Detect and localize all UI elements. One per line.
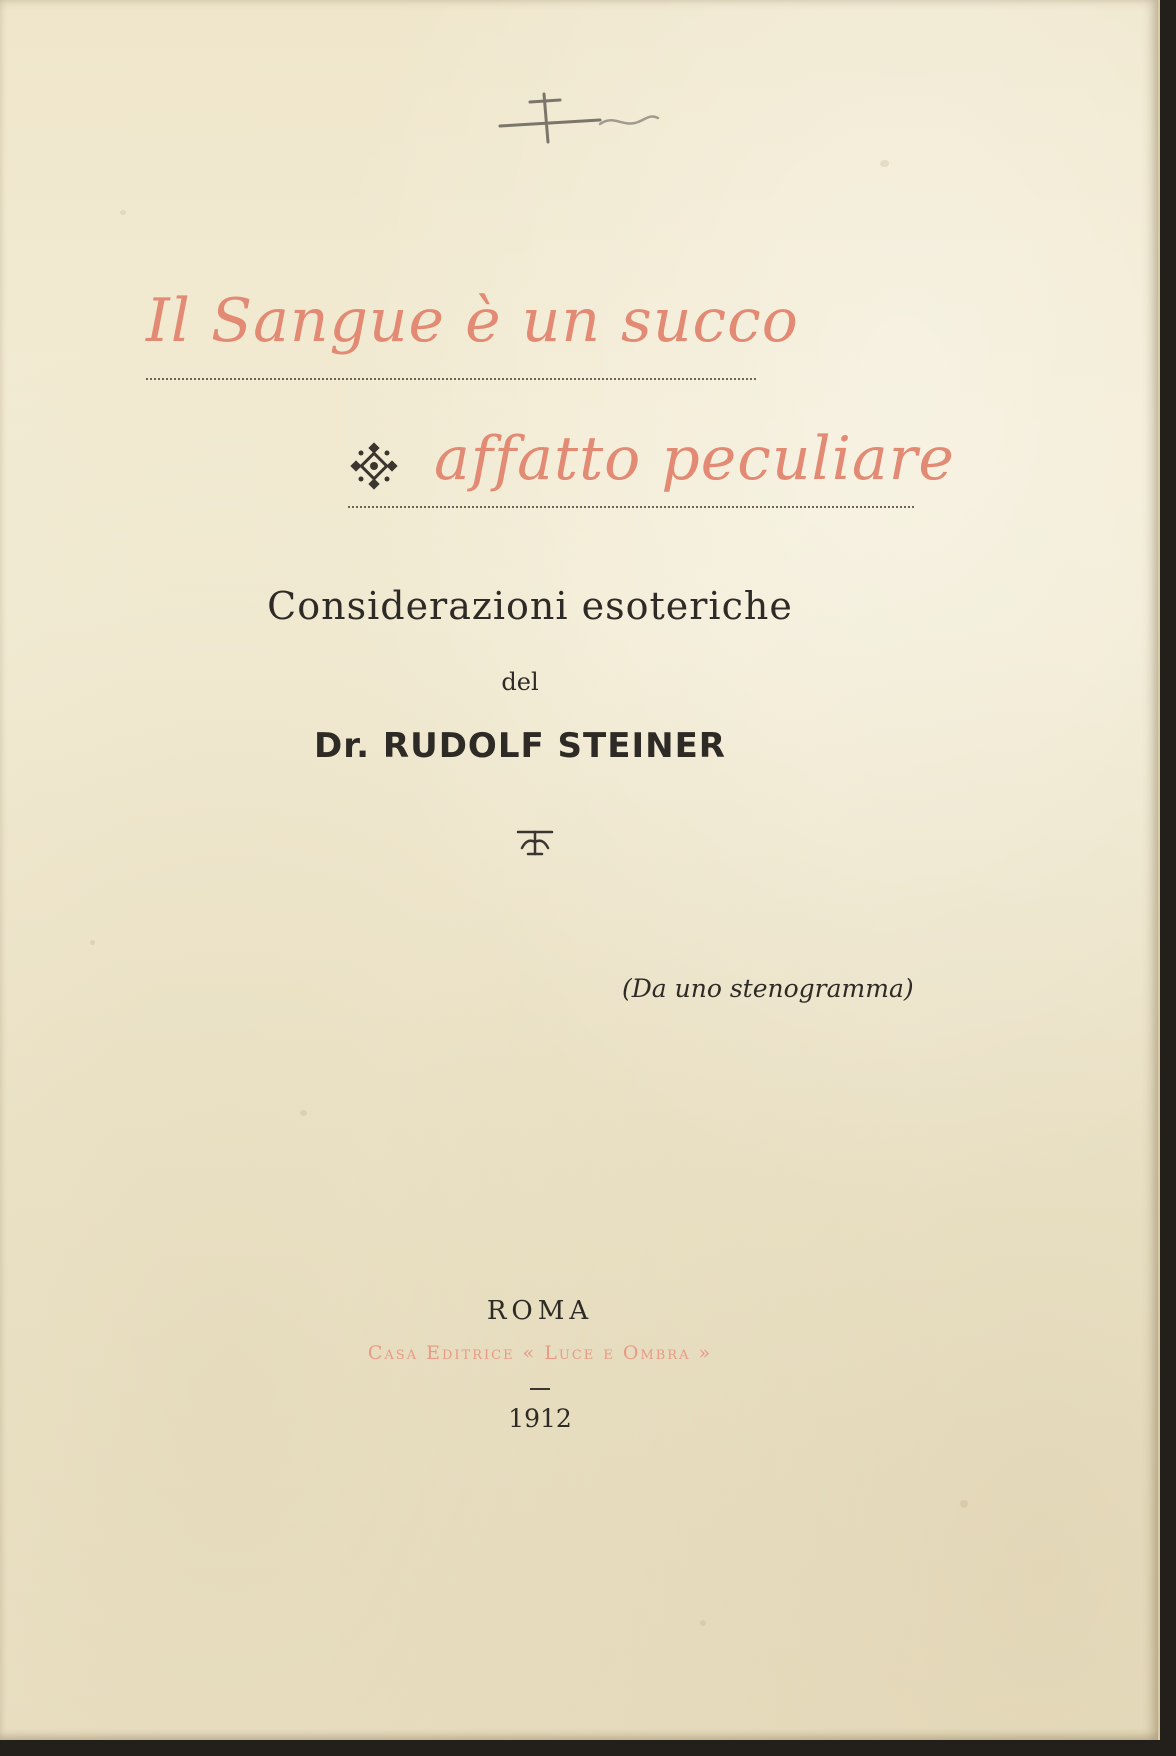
star-ornament-icon xyxy=(348,440,400,492)
imprint-divider xyxy=(530,1388,550,1390)
imprint-publisher: Casa Editrice « Luce e Ombra » xyxy=(367,1342,713,1364)
title-line-2: affatto peculiare xyxy=(434,424,955,494)
author-name: Dr. RUDOLF STEINER xyxy=(314,726,726,766)
paper-speck xyxy=(960,1500,968,1508)
stenogram-note: (Da uno stenogramma) xyxy=(622,974,914,1003)
pencil-mark-icon xyxy=(490,84,670,154)
imprint-year: 1912 xyxy=(508,1404,572,1433)
preposition: del xyxy=(501,668,539,696)
subtitle: Considerazioni esoteriche xyxy=(267,584,793,628)
paper-speck xyxy=(700,1620,706,1626)
paper-speck xyxy=(120,210,126,215)
imprint-city: ROMA xyxy=(486,1296,594,1326)
fleuron-icon xyxy=(514,826,556,860)
paper-speck xyxy=(880,160,889,167)
paper-speck xyxy=(300,1110,307,1116)
title-underline-1 xyxy=(146,378,756,380)
title-line-1: Il Sangue è un succo xyxy=(146,286,799,356)
paper-speck xyxy=(90,940,95,945)
title-underline-2 xyxy=(348,506,914,508)
